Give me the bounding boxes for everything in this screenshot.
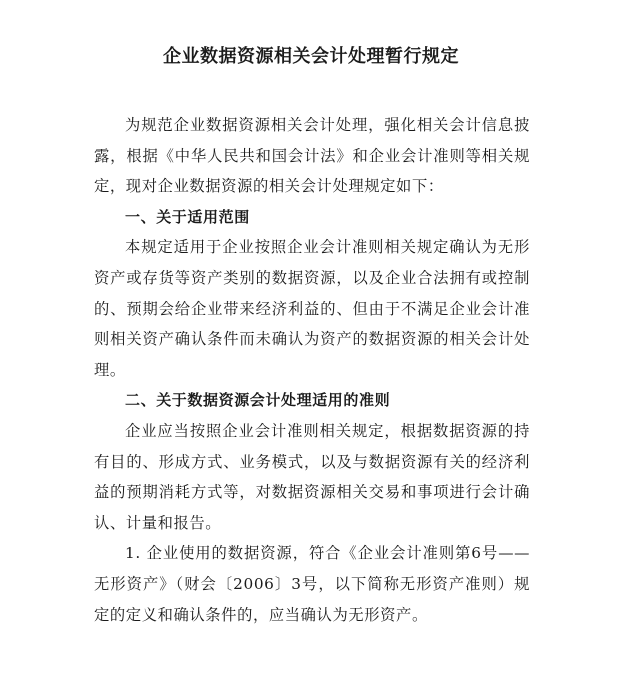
intro-paragraph: 为规范企业数据资源相关会计处理，强化相关会计信息披露，根据《中华人民共和国会计法》和企业会计准则等相关规定，现对企业数据资源的相关会计处理规定如下： xyxy=(94,116,530,196)
standards-item-1: 1. 企业使用的数据资源，符合《企业会计准则第6号——无形资产》（财会〔2006〕3号，以下简称无形资产准则）规定的定义和确认条件的，应当确认为无形资产。 xyxy=(94,544,530,624)
document-body xyxy=(94,110,530,630)
standards-paragraph: 企业应当按照企业会计准则相关规定，根据数据资源的持有目的、形成方式、业务模式，以及与数据资源有关的经济利益的预期消耗方式等，对数据资源相关交易和事项进行会计确认、计量和报告。 xyxy=(94,421,530,532)
document-title: 企业数据资源相关会计处理暂行规定 xyxy=(163,46,459,67)
section-heading-standards: 二、关于数据资源会计处理适用的准则 xyxy=(125,391,391,410)
scope-paragraph: 本规定适用于企业按照企业会计准则相关规定确认为无形资产或存货等资产类别的数据资源，以及企业合法拥有或控制的、预期会给企业带来经济利益的、但由于不满足企业会计准则相关资产确认条件而未确认为资产的数据资源的相关会计处理。 xyxy=(94,238,530,379)
section-heading-scope: 一、关于适用范围 xyxy=(125,207,250,226)
